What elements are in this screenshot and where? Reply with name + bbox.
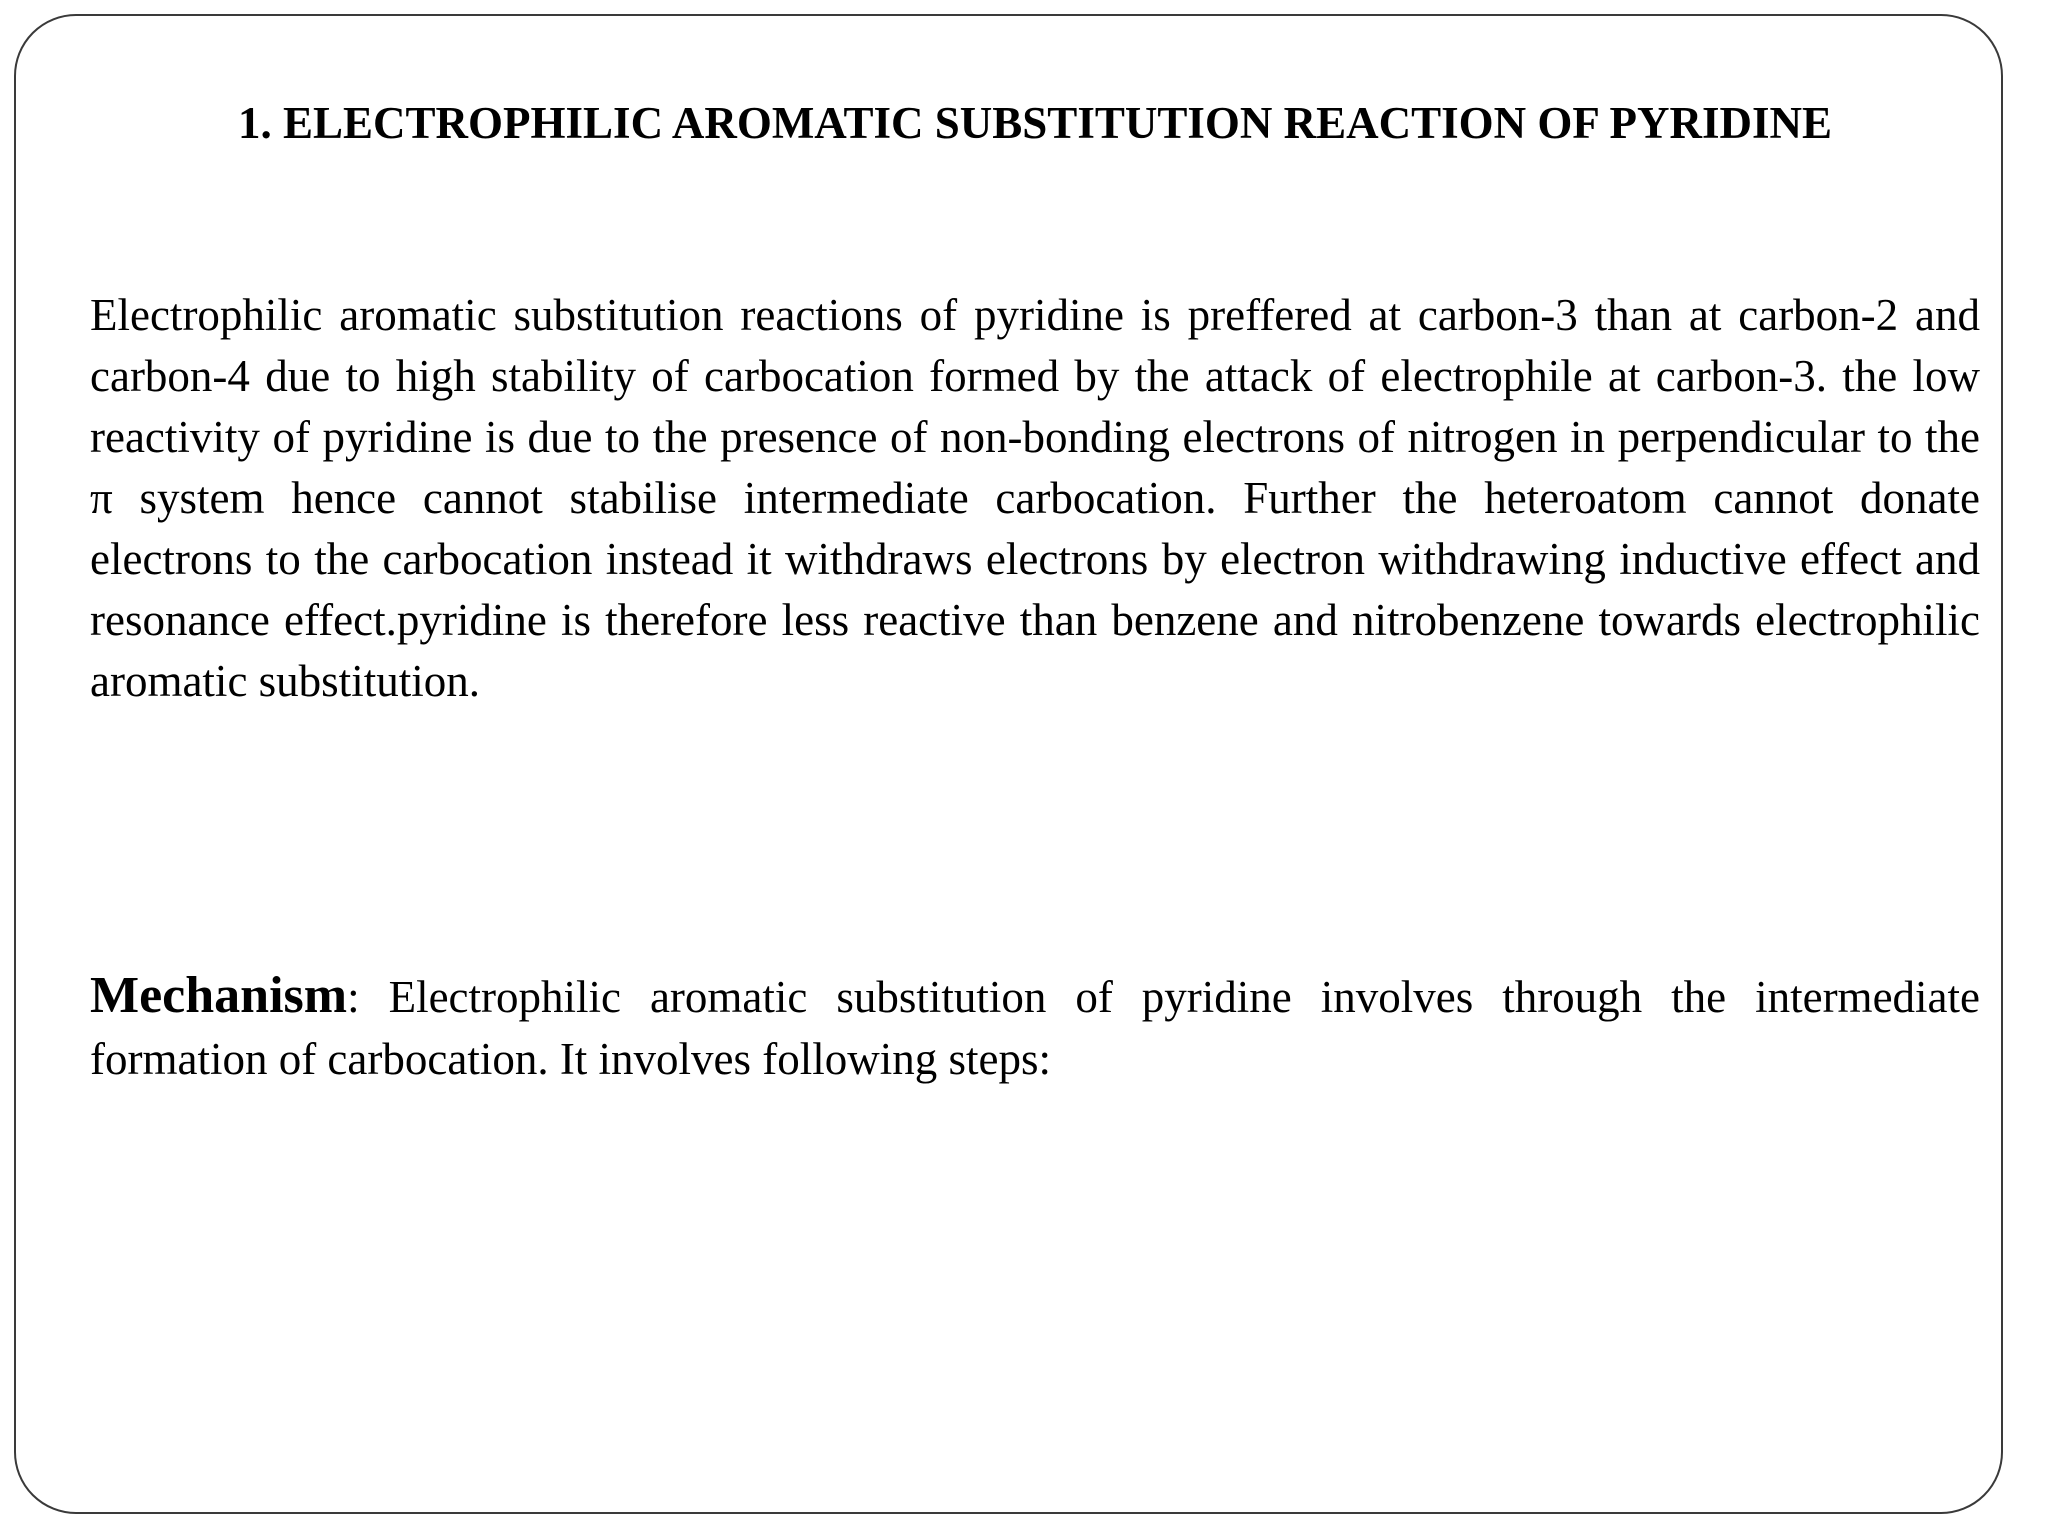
slide-title: 1. ELECTROPHILIC AROMATIC SUBSTITUTION REACTION OF PYRIDINE	[237, 98, 1832, 148]
mechanism-text: Electrophilic aromatic substitution of pyridine involves through the intermediate formation of carbocation. It involves following steps:	[90, 972, 1980, 1084]
body-paragraph: Electrophilic aromatic substitution reactions of pyridine is preffered at carbon-3 than at carbon-2 and carbon-4 due to high stability of carbocation formed by the attack of electrophile at carbon-3. the low reactivity of pyridine is due to the presence of non-bonding electrons of nitrogen in perpendicular to the π system hence cannot stabilise intermediate carbocation. Further the heteroatom cannot donate electrons to the carbocation instead it withdraws electrons by electron withdrawing inductive effect and resonance effect.pyridine is therefore less reactive than benzene and nitrobenzene towards electrophilic aromatic substitution.	[90, 290, 1980, 706]
slide-frame	[14, 14, 2003, 1514]
mechanism-paragraph	[90, 965, 1980, 1090]
mechanism-label: Mechanism	[90, 967, 348, 1024]
mechanism-separator: :	[347, 972, 389, 1022]
